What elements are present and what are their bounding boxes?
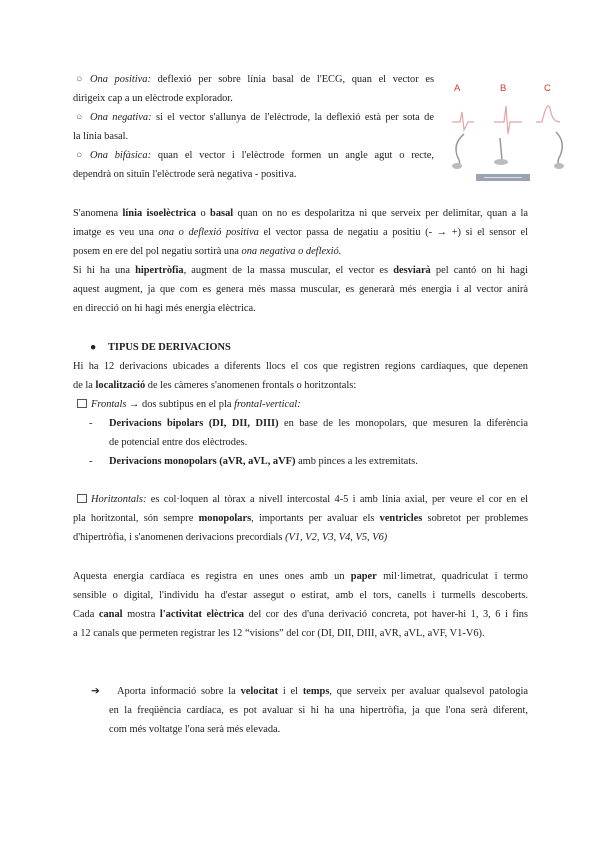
electrode-cable-a [456, 134, 464, 168]
iso-line5: aquest augment, ja que com es genera més massa muscular, es generarà més energia i al vector anirà [73, 284, 528, 295]
dash-bullet-icon: - [89, 418, 93, 429]
monopolars-line: - Derivacions monopolars (aVR, aVL, aVF) amb pinces a les extremitats. [89, 452, 418, 471]
electrode-c [554, 163, 564, 169]
section-heading: ● TIPUS DE DERIVACIONS [90, 338, 231, 357]
aporta-line2: en la freqüència cardíaca, es pot avaluar si hi ha una hipertròfia, ja que l'ona serà diferent, [109, 705, 528, 716]
tipus-line2: de la localització de les càmeres s'anomenen frontals o horitzontals: [73, 380, 357, 391]
label-c: C [544, 83, 551, 94]
ona-bifasica-line1: ○ Ona bifàsica: quan el vector i l'elèctrode formen un angle agut o recte, [76, 146, 434, 165]
bipolars-line1: - Derivacions bipolars (DI, DII, DIII) en base de les monopolars, que mesuren la diferència [89, 414, 528, 433]
electrode-diagram [448, 78, 580, 188]
electrode-cable-c [556, 132, 562, 168]
label-a: A [454, 83, 461, 94]
horitzontals-line1: Horitzontals: es col·loquen al tòrax a nivell intercostal 4-5 i amb línia axial, per veure el cor en el [77, 490, 528, 509]
iso-line6: en direcció on hi hagi més energia elèctrica. [73, 303, 256, 314]
horitzontals-line2: pla horitzontal, són sempre monopolars, importants per avaluar els ventricles sobretot per problemes [73, 513, 528, 524]
circle-bullet-icon: ○ [76, 74, 83, 85]
electrode-cable-b [500, 138, 502, 160]
iso-line1: S'anomena línia isoelèctrica o basal quan on no es despolaritza ni que serveix per delimitar, quan a la [73, 208, 528, 219]
trace-b [494, 106, 522, 134]
iso-line2: imatge es veu una ona o deflexió positiva el vector passa de negatiu a positiu (- → +) si el sensor el [73, 227, 528, 238]
energia-line3: Cada canal mostra l'activitat elèctrica del cor des d'una derivació concreta, pot haver-hi 1, 3, 6 i fins [73, 609, 528, 620]
bipolars-line2: de potencial entre dos elèctrodes. [109, 437, 248, 448]
ona-negativa-line1: ○ Ona negativa: si el vector s'allunya de l'elèctrode, la deflexió està per sota de [76, 108, 434, 127]
bullet-dot-icon: ● [90, 342, 97, 353]
ona-negativa-line2: la línia basal. [73, 131, 129, 142]
label-b: B [500, 83, 507, 94]
trace-c [536, 106, 560, 122]
electrode-a [452, 163, 462, 169]
energia-line1: Aquesta energia cardíaca es registra en unes ones amb un paper mil·limetrat, quadriculat i termo [73, 571, 528, 582]
arrow-bullet-icon: ➔ [91, 686, 100, 697]
dash-bullet-icon: - [89, 456, 93, 467]
tipus-line1: Hi ha 12 derivacions ubicades a diferents llocs el cos que registren regions cardíaques, que depenen [73, 361, 528, 372]
energia-line4: a 12 canals que permeten registrar les 12 “visions” del cor (DI, DII, DIII, aVR, aVL, aVF, V1-V6). [73, 628, 485, 639]
electrode-b [494, 159, 508, 165]
checkbox-bullet-icon [77, 494, 87, 503]
horitzontals-line3: d'hipertròfia, i s'anomenen derivacions precordials (V1, V2, V3, V4, V5, V6) [73, 532, 388, 543]
aporta-line1: ➔ Aporta informació sobre la velocitat i el temps, que serveix per avaluar qualsevol patologia [91, 682, 528, 701]
circle-bullet-icon: ○ [76, 112, 83, 123]
energia-line2: sensible o digital, l'individu ha d'estar assegut o estirat, amb el tors, canells i turmells descoberts. [73, 590, 528, 601]
ona-positiva-line1: ○ Ona positiva: deflexió per sobre línia basal de l'ECG, quan el vector es [76, 70, 434, 89]
aporta-line3: com més voltatge l'ona serà més elevada. [109, 724, 281, 735]
circle-bullet-icon: ○ [76, 150, 83, 161]
ona-positiva-line2: dirigeix cap a un elèctrode explorador. [73, 93, 233, 104]
ona-bifasica-line2: dependrà on situïn l'elèctrode serà negativa - positiva. [73, 169, 297, 180]
trace-a [452, 112, 474, 130]
iso-line4: Si hi ha una hipertròfia, augment de la massa muscular, el vector es desviarà pel cantó on hi hagi [73, 265, 528, 276]
checkbox-bullet-icon [77, 399, 87, 408]
frontals-line: Frontals → dos subtipus en el pla frontal-vertical: [77, 395, 301, 414]
iso-line3: posem en ere del pol negatiu sortirà una ona negativa o deflexió. [73, 246, 342, 257]
wave-deflection-figure [448, 78, 580, 188]
